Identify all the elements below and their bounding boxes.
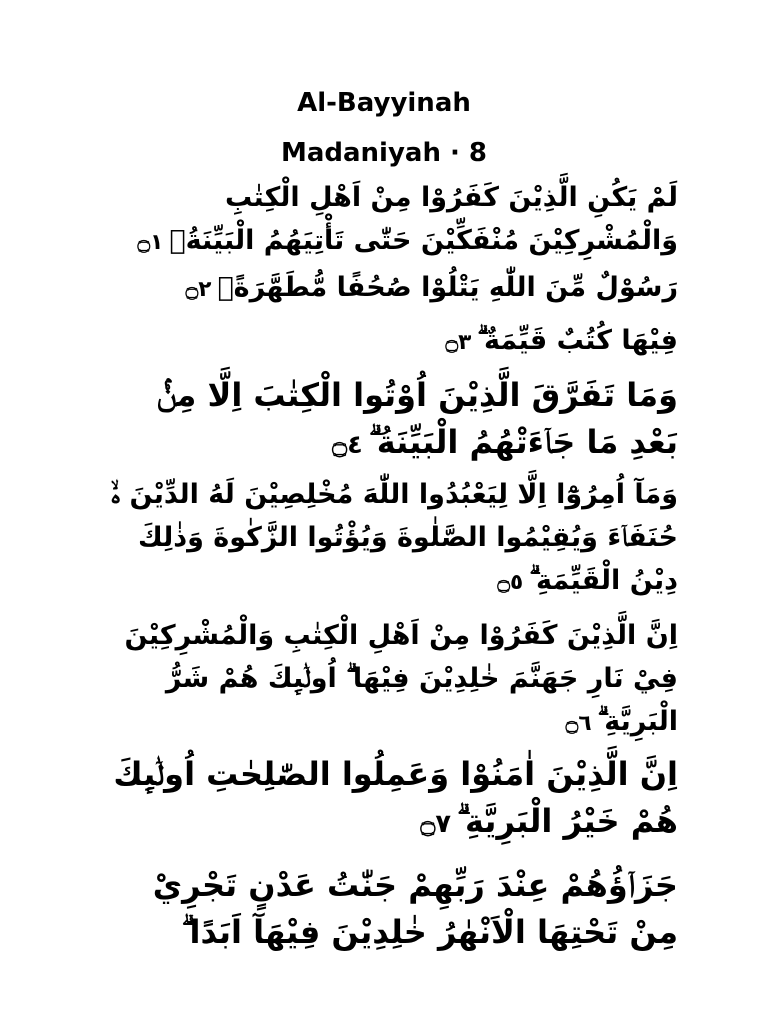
verse-8 [100, 862, 678, 956]
verse-6 [100, 614, 678, 745]
verse-text: اِنَّ الَّذِيْنَ كَفَرُوْا مِنْ اَهْلِ الْكِتٰبِ وَالْمُشْرِكِيْنَ فِيْ نَارِ جَهَنَّمَ خٰلِدِيْنَ فِيْهَا ۗ اُولٰۤىِٕكَ هُمْ شَرُّ الْبَرِيَّةِ ۗ [124, 620, 678, 737]
verse-text: وَمَا تَفَرَّقَ الَّذِيْنَ اُوْتُوا الْكِتٰبَ اِلَّا مِنْۢ بَعْدِ مَا جَاۤءَتْهُمُ الْبَيِّنَةُ ۗ [156, 376, 678, 461]
verse-5 [100, 473, 678, 604]
verse-end-marker: ۝٢ [185, 277, 212, 302]
verse-end-marker: ۝٧ [420, 809, 452, 839]
verse-text: لَمْ يَكُنِ الَّذِيْنَ كَفَرُوْا مِنْ اَهْلِ الْكِتٰبِ وَالْمُشْرِكِيْنَ مُنْفَكِّيْنَ حَتّٰى تَأْتِيَهُمُ الْبَيِّنَةُۙ [169, 182, 678, 256]
verse-4 [100, 372, 678, 469]
surah-title: Al-Bayyinah [297, 88, 471, 118]
verse-end-marker: ۝١ [137, 230, 164, 255]
verse-text: وَمَآ اُمِرُوْٓا اِلَّا لِيَعْبُدُوا اللّٰهَ مُخْلِصِيْنَ لَهُ الدِّيْنَ ەۙ حُنَفَاۤءَ وَيُقِيْمُوا الصَّلٰوةَ وَيُؤْتُوا الزَّكٰوةَ وَذٰلِكَ دِيْنُ الْقَيِّمَةِ ۗ [110, 479, 678, 596]
verse-3 [100, 319, 678, 364]
verse-2 [100, 266, 678, 311]
verse-text: رَسُوْلٌ مِّنَ اللّٰهِ يَتْلُوْا صُحُفًا مُّطَهَّرَةًۙ [217, 272, 678, 303]
verse-end-marker: ۝٣ [445, 330, 472, 355]
verse-text: جَزَاۤؤُهُمْ عِنْدَ رَبِّهِمْ جَنّٰتُ عَدْنٍ تَجْرِيْ مِنْ تَحْتِهَا الْاَنْهٰرُ خٰلِدِيْنَ فِيْهَآ اَبَدًا ۗ [152, 866, 678, 951]
verse-7 [100, 751, 678, 848]
verse-text: فِيْهَا كُتُبٌ قَيِّمَةٌ ۗ [477, 325, 678, 356]
verse-1 [100, 176, 678, 264]
verse-text: اِنَّ الَّذِيْنَ اٰمَنُوْا وَعَمِلُوا الصّٰلِحٰتِ اُولٰۤىِٕكَ هُمْ خَيْرُ الْبَرِيَّةِ ۗ [113, 755, 678, 840]
surah-meta: Madaniyah · 8 [280, 138, 488, 168]
verse-end-marker: ۝٦ [565, 711, 592, 736]
verse-end-marker: ۝٤ [332, 430, 363, 460]
verse-end-marker: ۝٥ [497, 570, 524, 595]
verse-list [100, 176, 678, 956]
